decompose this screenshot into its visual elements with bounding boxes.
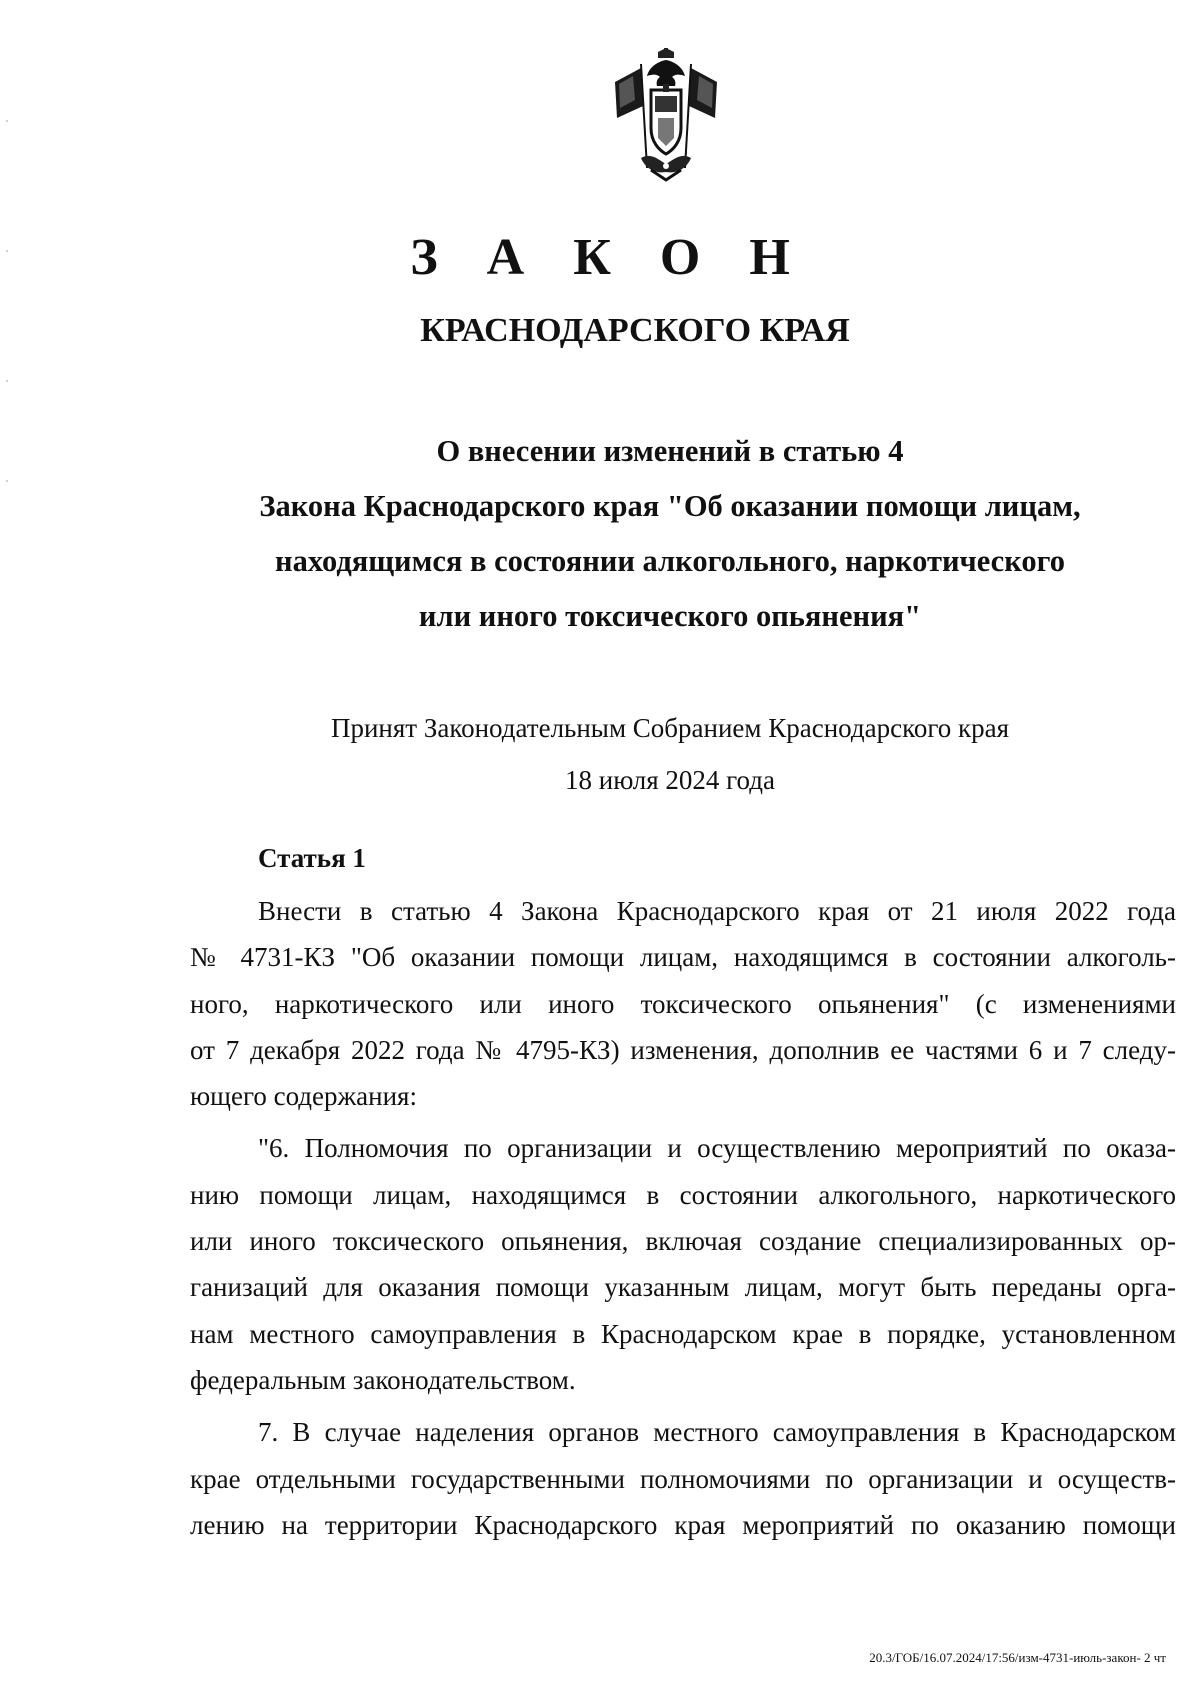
body-line: федеральным законодательством. [190, 1364, 576, 1395]
body-line: 7. В случае наделения органов местного самоуправления в Краснодарском [258, 1417, 1176, 1448]
law-title: З А К О Н [410, 229, 808, 286]
adoption-line: Принят Законодательным Собранием Краснодарского края [330, 713, 1010, 743]
body-line: Внести в статью 4 Закона Краснодарского края от 21 июля 2022 года [258, 896, 1176, 926]
heading-line: находящимся в состоянии алкогольного, наркотического [275, 544, 1065, 578]
body-line: ющего содержания: [190, 1081, 417, 1112]
scan-speck [6, 480, 8, 482]
body-line: крае отдельными государственными полномочиями по организации и осуществ- [190, 1463, 1176, 1494]
adoption-date: 18 июля 2024 года [565, 765, 775, 795]
body-line: № 4731-КЗ "Об оказании помощи лицам, находящимся в состоянии алкоголь- [190, 942, 1176, 973]
body-line: от 7 декабря 2022 года № 4795-КЗ) изменения, дополнив ее частями 6 и 7 следу- [190, 1034, 1176, 1065]
scan-speck [6, 250, 8, 252]
body-line: нию помощи лицам, находящимся в состоянии алкогольного, наркотического [190, 1179, 1176, 1210]
scan-speck [6, 380, 8, 382]
adoption-note [170, 702, 1170, 806]
body-line: или иного токсического опьянения, включая создание специализированных ор- [190, 1226, 1176, 1257]
body-line: "6. Полномочия по организации и осуществлению мероприятий по оказа- [258, 1133, 1176, 1164]
body-line: лению на территории Краснодарского края мероприятий по оказанию помощи [190, 1509, 1176, 1540]
article-body [190, 888, 1176, 1548]
body-line: ганизаций для оказания помощи указанным лицам, могут быть переданы орга- [190, 1272, 1176, 1303]
coat-of-arms-icon [611, 48, 721, 184]
region-title: КРАСНОДАРСКОГО КРАЯ [420, 312, 850, 349]
body-line: ного, наркотического или иного токсического опьянения" (с изменениями [190, 988, 1176, 1019]
law-heading [170, 424, 1170, 644]
document-footer-code: 20.3/ГОБ/16.07.2024/17:56/изм-4731-июль-закон- 2 чт [869, 1650, 1166, 1665]
heading-line: или иного токсического опьянения" [418, 599, 922, 633]
heading-line: Закона Краснодарского края "Об оказании помощи лицам, [259, 489, 1081, 523]
scan-speck [6, 120, 8, 122]
article-title: Статья 1 [258, 843, 366, 873]
body-line: нам местного самоуправления в Краснодарском крае в порядке, установленном [190, 1318, 1176, 1349]
heading-line: О внесении изменений в статью 4 [436, 434, 904, 468]
